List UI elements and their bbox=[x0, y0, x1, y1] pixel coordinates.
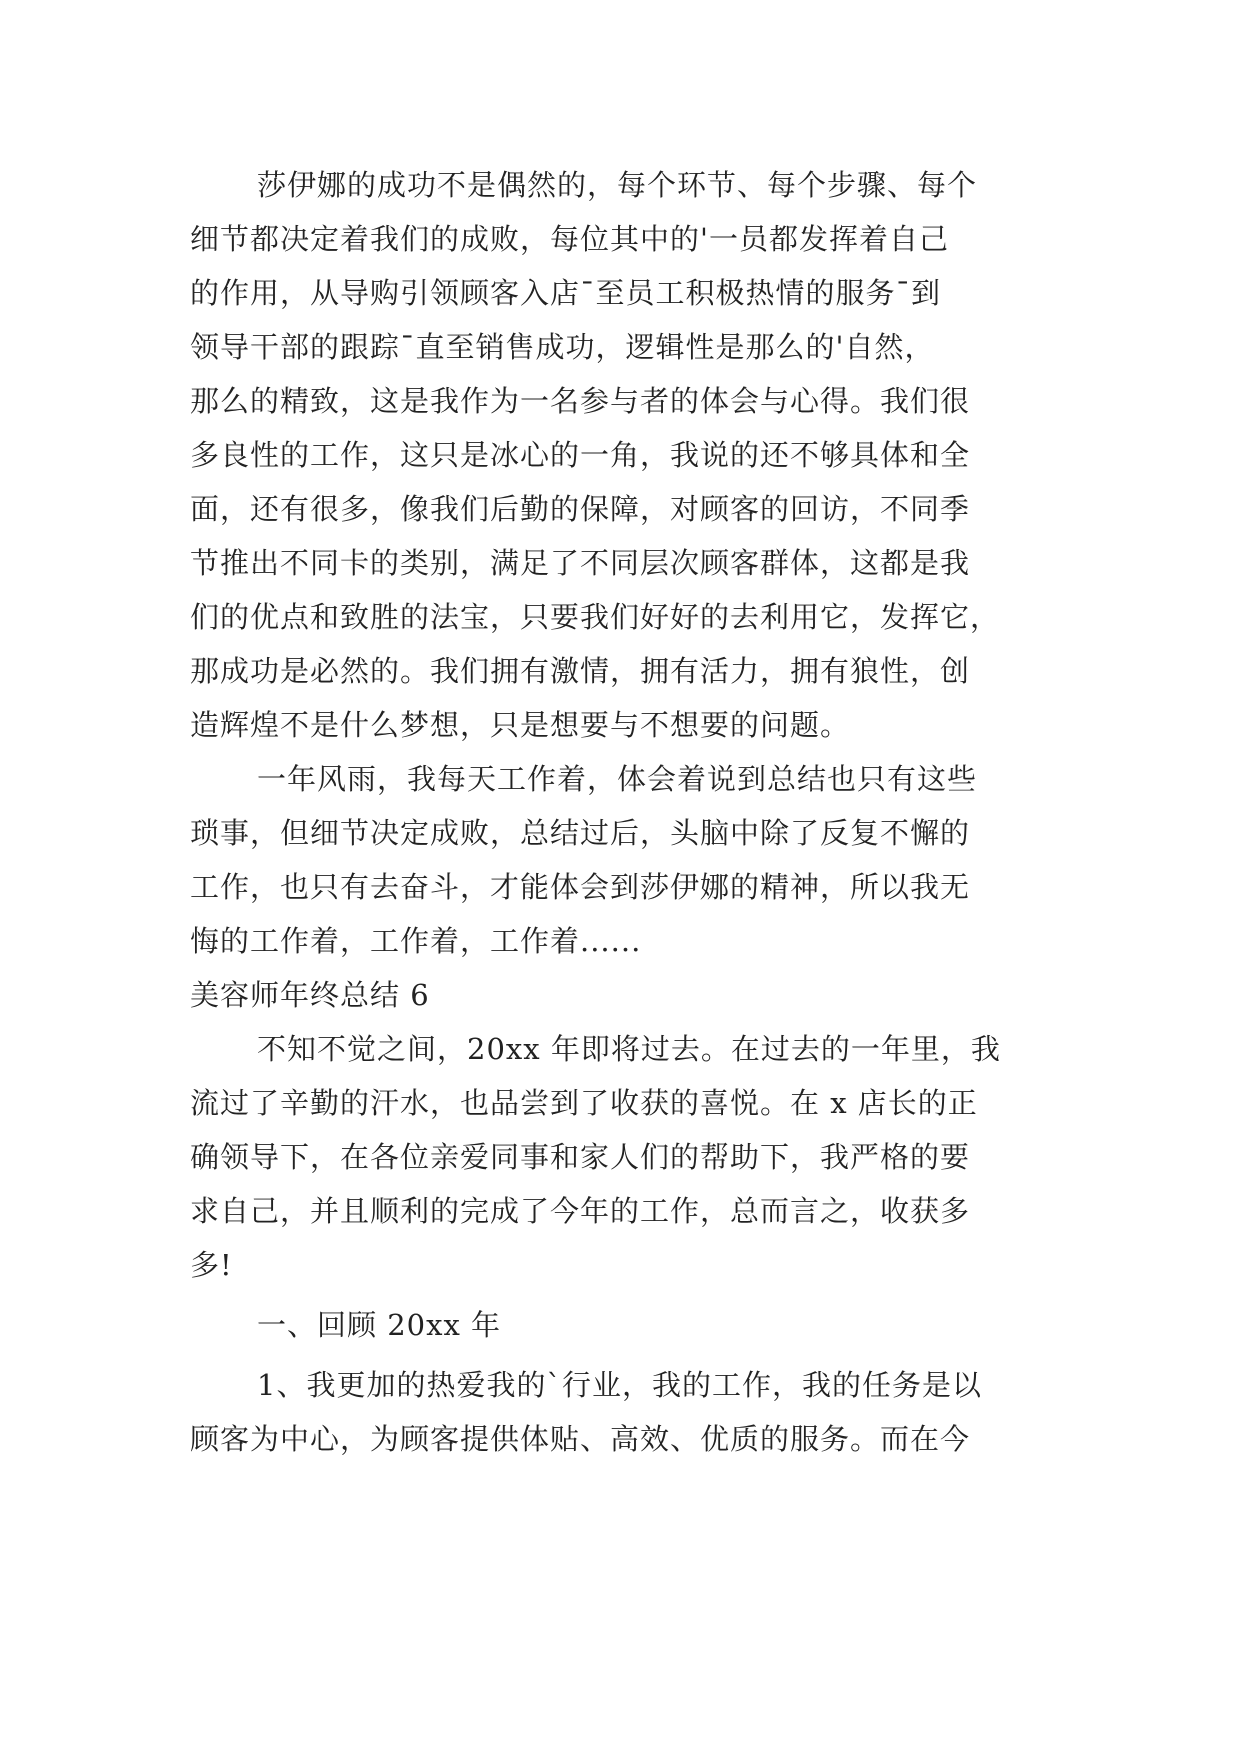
paragraph-line: 的作用，从导购引领顾客入店¯至员工积极热情的服务¯到 bbox=[190, 276, 942, 310]
paragraph-line: 们的优点和致胜的法宝，只要我们好好的去利用它，发挥它， bbox=[190, 600, 1001, 634]
paragraph-line: 工作，也只有去奋斗，才能体会到莎伊娜的精神，所以我无 bbox=[190, 870, 971, 904]
paragraph-line: 节推出不同卡的类别，满足了不同层次顾客群体，这都是我 bbox=[190, 546, 971, 580]
paragraph-line: 莎伊娜的成功不是偶然的，每个环节、每个步骤、每个 bbox=[257, 168, 978, 202]
paragraph-line: 一年风雨，我每天工作着，体会着说到总结也只有这些 bbox=[257, 762, 978, 796]
subsection-heading: 一、回顾 20xx 年 bbox=[257, 1308, 502, 1342]
paragraph-line: 多! bbox=[190, 1248, 233, 1282]
paragraph-line: 顾客为中心，为顾客提供体贴、高效、优质的服务。而在今 bbox=[190, 1422, 971, 1456]
paragraph-line: 细节都决定着我们的成败，每位其中的'一员都发挥着自己 bbox=[190, 222, 949, 256]
paragraph-line: 琐事，但细节决定成败，总结过后，头脑中除了反复不懈的 bbox=[190, 816, 971, 850]
paragraph-line: 悔的工作着，工作着，工作着...... bbox=[190, 924, 642, 958]
paragraph-line: 那么的精致，这是我作为一名参与者的体会与心得。我们很 bbox=[190, 384, 971, 418]
paragraph-line: 流过了辛勤的汗水，也品尝到了收获的喜悦。在 x 店长的正 bbox=[190, 1086, 978, 1120]
paragraph-line: 多良性的工作，这只是冰心的一角，我说的还不够具体和全 bbox=[190, 438, 971, 472]
paragraph-line: 造辉煌不是什么梦想，只是想要与不想要的问题。 bbox=[190, 708, 851, 742]
paragraph-line: 面，还有很多，像我们后勤的保障，对顾客的回访，不同季 bbox=[190, 492, 971, 526]
paragraph-line: 1、我更加的热爱我的`行业，我的工作，我的任务是以 bbox=[257, 1368, 982, 1402]
paragraph-line: 求自己，并且顺利的完成了今年的工作，总而言之，收获多 bbox=[190, 1194, 971, 1228]
section-heading: 美容师年终总结 6 bbox=[190, 978, 430, 1012]
paragraph-line: 领导干部的跟踪¯直至销售成功，逻辑性是那么的'自然， bbox=[190, 330, 935, 364]
paragraph-line: 确领导下，在各位亲爱同事和家人们的帮助下，我严格的要 bbox=[190, 1140, 971, 1174]
paragraph-line: 不知不觉之间，20xx 年即将过去。在过去的一年里，我 bbox=[257, 1032, 1001, 1066]
paragraph-line: 那成功是必然的。我们拥有激情，拥有活力，拥有狼性，创 bbox=[190, 654, 971, 688]
